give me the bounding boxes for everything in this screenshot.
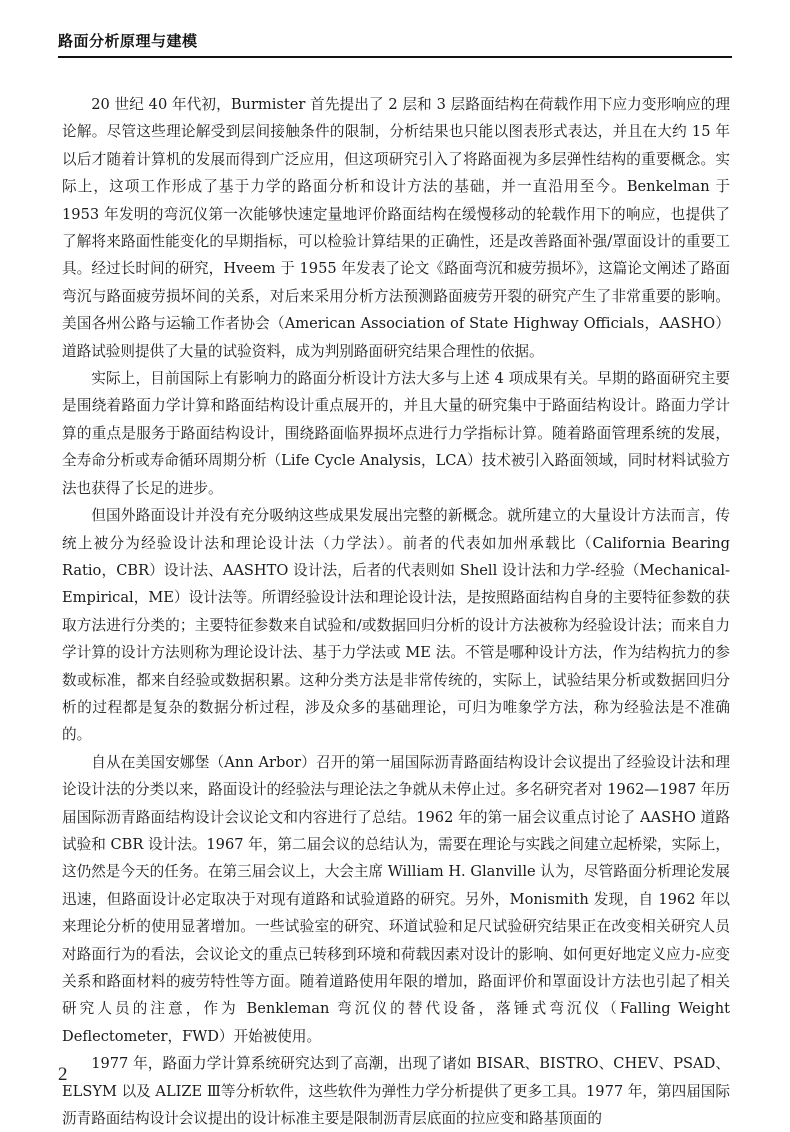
paragraph: 20 世纪 40 年代初，Burmister 首先提出了 2 层和 3 层路面结构在荷载作用下应力变形响应的理论解。尽管这些理论解受到层间接触条件的限制，分析结果也只能以图表形式表达，并且在大约 15 年以后才随着计算机的发展而得到广泛应用，但这项研究引入了将路面视为多层弹性结构的重要概念。实际上，这项工作形成了基于力学的路面分析和设计方法的基础，并一直沿用至今。Benkelman 于 1953 年发明的弯沉仪第一次能够快速定量地评价路面结构在缓慢移动的轮载作用下的响应，也提供了了解将来路面性能变化的早期指标，可以检验计算结果的正确性，还是改善路面补强/罩面设计的重要工具。经过长时间的研究，Hveem 于 1955 年发表了论文《路面弯沉和疲劳损坏》，这篇论文阐述了路面弯沉与路面疲劳损坏间的关系，对后来采用分析方法预测路面疲劳开裂的研究产生了非常重要的影响。美国各州公路与运输工作者协会（American Association of State Highway Officials，AASHO）道路试验则提供了大量的试验资料，成为判别路面研究结果合理性的依据。 [62, 96, 730, 360]
running-head-title: 路面分析原理与建模 [58, 32, 198, 50]
page-number: 2 [58, 1064, 68, 1085]
paragraph: 1977 年，路面力学计算系统研究达到了高潮，出现了诸如 BISAR、BISTRO、CHEV、PSAD、ELSYM 以及 ALIZE Ⅲ等分析软件，这些软件为弹性力学分析提供了更多工具。1977 年，第四届国际沥青路面结构设计会议提出的设计标准主要是限制沥青层底面的拉应变和路基顶面的 [62, 1055, 730, 1128]
body-text [62, 91, 730, 1132]
paragraph: 自从在美国安娜堡（Ann Arbor）召开的第一届国际沥青路面结构设计会议提出了经验设计法和理论设计法的分类以来，路面设计的经验法与理论法之争就从未停止过。多名研究者对 1962—1987 年历届国际沥青路面结构设计会议论文和内容进行了总结。1962 年的第一届会议重点讨论了 AASHO 道路试验和 CBR 设计法。1967 年，第二届会议的总结认为，需要在理论与实践之间建立起桥梁，实际上，这仍然是今天的任务。在第三届会议上，大会主席 William H. Glanville 认为，尽管路面分析理论发展迅速，但路面设计必定取决于对现有道路和试验道路的研究。另外，Monismith 发现，自 1962 年以来理论分析的使用显著增加。一些试验室的研究、环道试验和足尺试验研究结果正在改变相关研究人员对路面行为的看法，会议论文的重点已转移到环境和荷载因素对设计的影响、如何更好地定义应力-应变关系和路面材料的疲劳特性等方面。随着道路使用年限的增加，路面评价和罩面设计方法也引起了相关研究人员的注意，作为 Benkleman 弯沉仪的替代设备，落锤式弯沉仪（Falling Weight Deflectometer，FWD）开始被使用。 [62, 753, 730, 1045]
paragraph: 实际上，目前国际上有影响力的路面分析设计方法大多与上述 4 项成果有关。早期的路面研究主要是围绕着路面力学计算和路面结构设计重点展开的，并且大量的研究集中于路面结构设计。路面力学计算的重点是服务于路面结构设计，围绕路面临界损坏点进行力学指标计算。随着路面管理系统的发展，全寿命分析或寿命循环周期分析（Life Cycle Analysis，LCA）技术被引入路面领域，同时材料试验方法也获得了长足的进步。 [62, 370, 730, 497]
header-rule [58, 56, 732, 58]
paragraph: 但国外路面设计并没有充分吸纳这些成果发展出完整的新概念。就所建立的大量设计方法而言，传统上被分为经验设计法和理论设计法（力学法）。前者的代表如加州承载比（California Bearing Ratio，CBR）设计法、AASHTO 设计法，后者的代表则如 Shell 设计法和力学-经验（Mechanical-Empirical，ME）设计法等。所谓经验设计法和理论设计法，是按照路面结构自身的主要特征参数的获取方法进行分类的；主要特征参数来自试验和/或数据回归分析的设计方法被称为经验设计法；而来自力学计算的设计方法则称为理论设计法、基于力学法或 ME 法。不管是哪种设计方法，作为结构抗力的参数或标准，都来自经验或数据积累。这种分类方法是非常传统的，实际上，试验结果分析或数据回归分析的过程都是复杂的数据分析过程，涉及众多的基础理论，可归为唯象学方法，称为经验法是不准确的。 [62, 507, 730, 744]
